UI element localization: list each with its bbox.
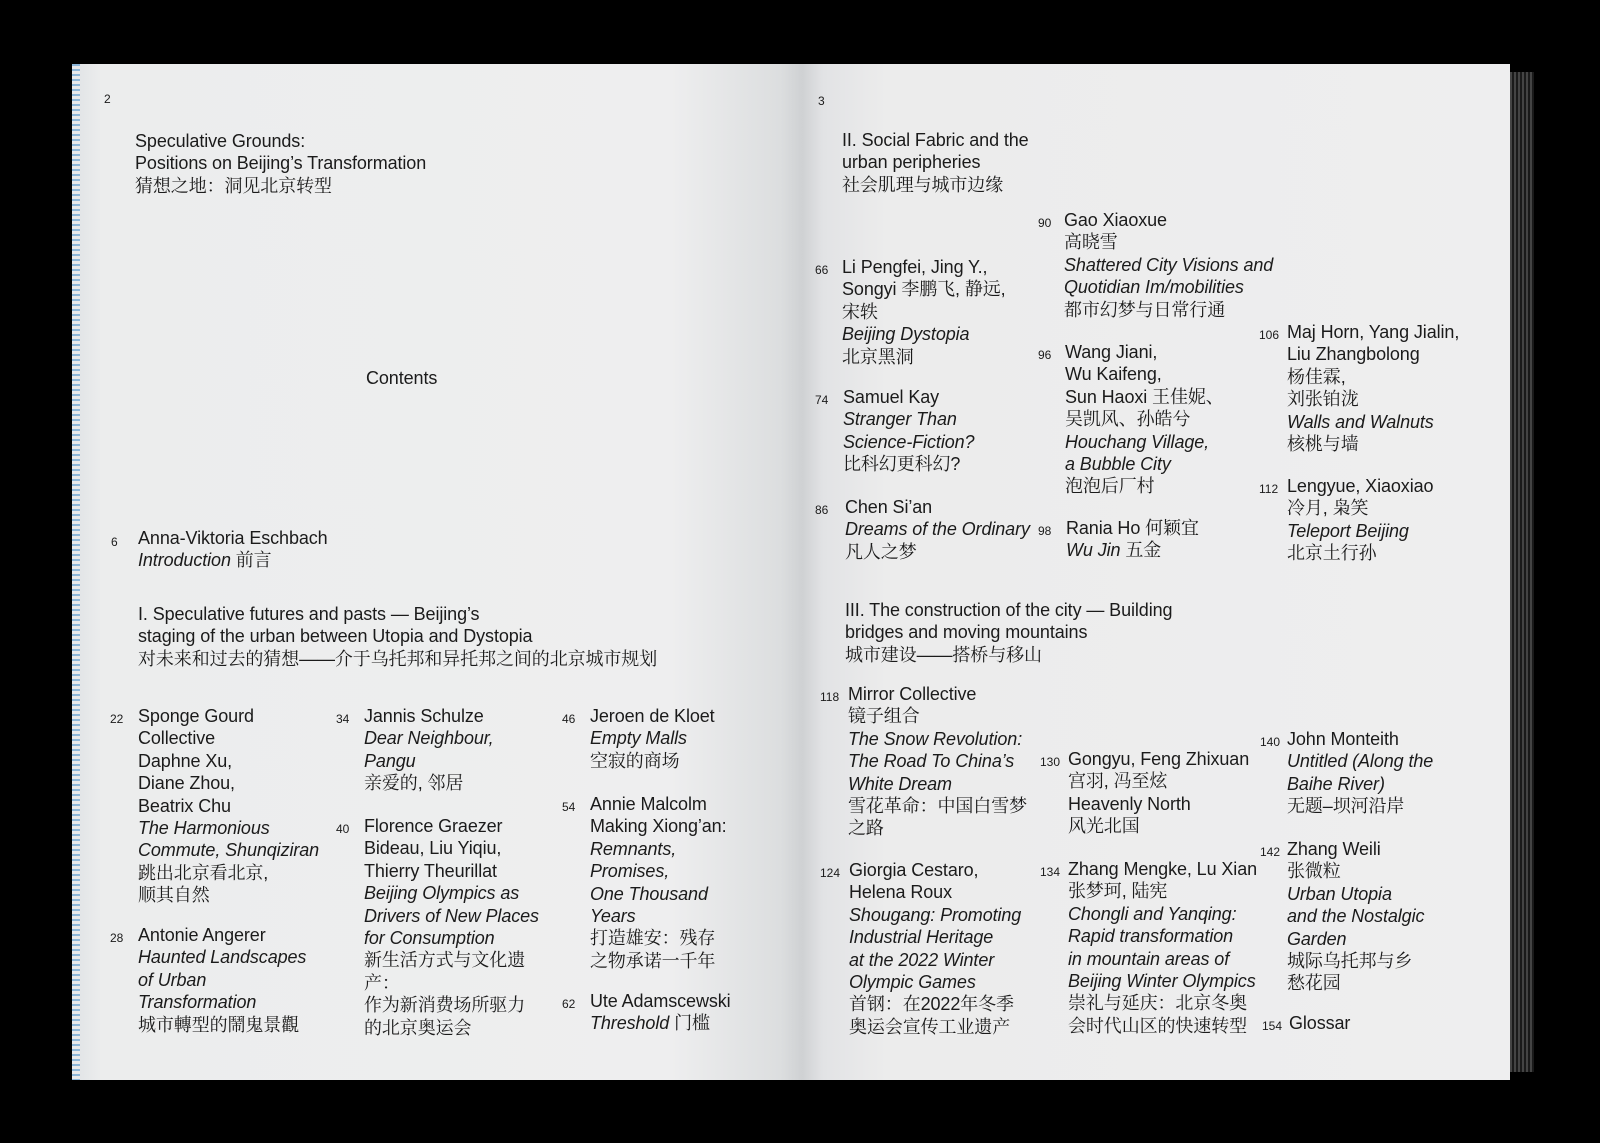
entry-author-line: Gao Xiaoxue xyxy=(1064,210,1167,230)
entry-author-line: Jeroen de Kloet xyxy=(590,706,715,726)
entry-cn-title-line: 比科幻更科幻? xyxy=(843,454,961,475)
toc-entry xyxy=(843,386,974,476)
entry-author-line: 吴凯风、孙皓兮 xyxy=(1065,409,1191,430)
entry-cn-title-line: 北京土行孙 xyxy=(1287,543,1377,564)
entry-page-number: 118 xyxy=(820,690,840,704)
page-number: 2 xyxy=(104,92,111,106)
entry-author-line: 高晓雪 xyxy=(1064,232,1118,253)
entry-page-number: 124 xyxy=(820,866,841,880)
entry-author-line: Beatrix Chu xyxy=(138,795,231,816)
entry-author-line: Zhang Mengke, Lu Xian xyxy=(1068,859,1258,879)
toc-entry xyxy=(1068,858,1257,1037)
entry-author-line: Liu Zhangbolong xyxy=(1287,344,1420,365)
entry-title-line: Promises, xyxy=(590,861,670,882)
entry-title-line: Beijing Olympics as xyxy=(364,883,520,904)
entry-author-line: Making Xiong’an: xyxy=(590,816,727,837)
entry-cn-title-line: 顺其自然 xyxy=(138,885,210,906)
entry-page-number: 74 xyxy=(815,393,829,407)
toc-entry xyxy=(842,256,1006,368)
entry-author-line: Antonie Angerer xyxy=(138,925,266,945)
toc-entry xyxy=(1064,209,1273,321)
entry-title-line: Garden xyxy=(1287,928,1347,949)
entry-page-number: 86 xyxy=(815,503,829,517)
page-edge-stripes xyxy=(72,64,80,1080)
entry-title-line: Dreams of the Ordinary xyxy=(845,519,1030,540)
entry-cn-title-line: 城市轉型的鬧鬼景觀 xyxy=(138,1014,300,1035)
entry-title-line: Chongli and Yanqing: xyxy=(1068,903,1237,924)
entry-title-line: Pangu xyxy=(364,750,416,771)
entry-page-number: 98 xyxy=(1038,524,1052,538)
entry-cn-title-line: 会时代山区的快速转型 xyxy=(1068,1015,1247,1036)
entry-title-line: The Harmonious xyxy=(138,818,270,839)
entry-cn-title-line: 之路 xyxy=(848,818,884,839)
entry-author-line: Daphne Xu, xyxy=(138,750,233,771)
entry-title-line: One Thousand xyxy=(590,883,708,904)
entry-author-line: Wu Kaifeng, xyxy=(1065,364,1162,385)
toc-entry xyxy=(364,705,494,795)
entry-author-line: Lengyue, Xiaoxiao xyxy=(1287,476,1434,496)
entry-page-number: 130 xyxy=(1040,755,1061,769)
entry-title-line: Olympic Games xyxy=(849,972,976,993)
entry-author-line: John Monteith xyxy=(1287,729,1399,749)
entry-author-line: Heavenly North xyxy=(1068,793,1191,814)
entry-cn-title-line: 新生活方式与文化遗 xyxy=(364,950,526,971)
entry-title-line: at the 2022 Winter xyxy=(849,949,995,970)
entry-author-line: 宫羽, 冯至炫 xyxy=(1068,771,1168,792)
section-heading-2: II. Social Fabric and the urban peripheries 社会肌理与城市边缘 xyxy=(842,130,1029,195)
toc-entry xyxy=(849,859,1021,1038)
toc-entry xyxy=(1287,475,1433,565)
entry-cn-title-line: 跳出北京看北京, xyxy=(138,862,269,883)
entry-cn-title-line: 核桃与墙 xyxy=(1287,434,1359,455)
entry-author-line: Maj Horn, Yang Jialin, xyxy=(1287,322,1460,342)
entry-page-number: 96 xyxy=(1038,348,1052,362)
entry-author-line: 冷月, 枭笑 xyxy=(1287,498,1369,519)
toc-entry xyxy=(138,924,306,1036)
entry-title-line: Beijing Winter Olympics xyxy=(1068,971,1256,992)
entry-cn-title-line: 都市幻梦与日常行通 xyxy=(1064,299,1226,320)
toc-entry xyxy=(1287,321,1459,455)
entry-page-number: 40 xyxy=(336,822,350,836)
entry-cn-title-line: 雪花革命：中国白雪梦 xyxy=(848,796,1027,817)
entry-page-number: 28 xyxy=(110,931,124,945)
entry-title-line: for Consumption xyxy=(364,928,495,949)
entry-cn-title-line: 愁花园 xyxy=(1287,973,1341,994)
entry-author-line: Florence Graezer xyxy=(364,816,503,836)
entry-author-line: Samuel Kay xyxy=(843,387,940,407)
entry-cn-title-line: 首钢：在2022年冬季 xyxy=(849,994,1014,1015)
entry-page-number: 46 xyxy=(562,712,576,726)
entry-cn-title-line: 崇礼与延庆：北京冬奥 xyxy=(1068,993,1247,1014)
entry-author-line: Helena Roux xyxy=(849,882,952,903)
entry-author-line: Songyi 李鹏飞, 静远, xyxy=(842,279,1006,300)
entry-cn-title-line: 空寂的商场 xyxy=(590,750,680,771)
entry-title-line: Walls and Walnuts xyxy=(1287,411,1434,432)
entry-author-line: Thierry Theurillat xyxy=(364,860,497,881)
entry-author-line: Jannis Schulze xyxy=(364,706,484,726)
entry-page-number: 134 xyxy=(1040,865,1061,879)
entry-title-line: White Dream xyxy=(848,773,952,794)
entry-page-number: 112 xyxy=(1259,482,1279,496)
entry-title-line: Shougang: Promoting xyxy=(849,904,1022,925)
toc-entry xyxy=(138,705,319,907)
entry-author-line: Bideau, Liu Yiqiu, xyxy=(364,838,502,859)
entry-title-line: a Bubble City xyxy=(1065,454,1171,475)
page-number: 3 xyxy=(818,94,825,108)
toc-entry-98: Rania Ho 何颖宜 Wu Jin 五金 xyxy=(1066,518,1199,561)
entry-cn-title-line: 打造雄安：残存 xyxy=(590,928,716,949)
entry-cn-title-line: 凡人之梦 xyxy=(845,541,917,562)
toc-entry xyxy=(1287,838,1424,995)
toc-entry-intro: Anna-Viktoria Eschbach Introduction 前言 xyxy=(138,528,328,571)
entry-cn-title-line: 作为新消费场所驱力 xyxy=(364,995,526,1016)
entry-page-number: 106 xyxy=(1259,328,1280,342)
section-heading-3: III. The construction of the city — Building bridges and moving mountains 城市建设——搭桥与移山 xyxy=(845,600,1173,665)
entry-page-number: 66 xyxy=(815,263,829,277)
entry-cn-title-line: 城际乌托邦与乡 xyxy=(1287,951,1413,972)
entry-author-line: Collective xyxy=(138,728,216,749)
entry-page-number: 142 xyxy=(1260,845,1281,859)
book-fore-edge xyxy=(1510,72,1534,1072)
entry-cn-title-line: 泡泡后厂村 xyxy=(1065,476,1155,497)
entry-title-line: The Snow Revolution: xyxy=(848,728,1023,749)
entry-author-line: Sun Haoxi 王佳妮、 xyxy=(1065,386,1224,407)
entry-author-line: 宋轶 xyxy=(842,301,878,322)
entry-page-number: 62 xyxy=(562,997,576,1011)
toc-entry xyxy=(1065,341,1224,498)
entry-title-line: Beijing Dystopia xyxy=(842,324,970,345)
entry-title-line: Dear Neighbour, xyxy=(364,728,494,749)
entry-cn-title-line: 无题–坝河沿岸 xyxy=(1287,796,1405,817)
entry-author-line: Wang Jiani, xyxy=(1065,342,1158,362)
entry-title-line: Stranger Than xyxy=(843,409,957,430)
entry-author-line: 杨佳霖, xyxy=(1287,366,1346,387)
entry-author-line: Sponge Gourd xyxy=(138,706,254,726)
entry-author-line: Gongyu, Feng Zhixuan xyxy=(1068,749,1250,769)
section-heading-1: I. Speculative futures and pasts — Beijing’s staging of the urban between Utopia and Dystopia 对未来和过去的猜想——介于乌托邦和异托邦之间的北京城市规划 xyxy=(138,604,658,669)
entry-author-line: 张微粒 xyxy=(1287,861,1341,882)
entry-author-line: Annie Malcolm xyxy=(590,794,707,814)
toc-entry xyxy=(590,705,715,772)
entry-author-line: Chen Si’an xyxy=(845,497,933,517)
entry-author-line: Zhang Weili xyxy=(1287,839,1381,859)
entry-title-line: of Urban xyxy=(138,969,207,990)
toc-entry xyxy=(848,683,1027,840)
entry-title-line: Baihe River) xyxy=(1287,773,1385,794)
entry-title-line: Remnants, xyxy=(590,838,677,859)
entry-author-line: Glossar xyxy=(1289,1013,1351,1033)
entry-cn-title-line: 奥运会宣传工业遗产 xyxy=(849,1016,1011,1037)
entry-title-line: Years xyxy=(590,906,636,927)
entry-page-number: 34 xyxy=(336,712,350,726)
entry-author-line: Mirror Collective xyxy=(848,684,977,704)
entry-page-number: 54 xyxy=(562,800,576,814)
entry-cn-title-line: 北京黑洞 xyxy=(842,346,914,367)
entry-author-line: 刘张铂泷 xyxy=(1287,389,1359,410)
entry-title-line: Houchang Village, xyxy=(1065,431,1210,452)
toc-entry xyxy=(590,793,727,972)
entry-title-line: in mountain areas of xyxy=(1068,948,1230,969)
entry-page-number: 6 xyxy=(111,535,118,549)
entry-cn-title-line: 亲爱的, 邻居 xyxy=(364,773,464,794)
entry-cn-title-line: 之物承诺一千年 xyxy=(590,950,716,971)
entry-author-line: Li Pengfei, Jing Y., xyxy=(842,257,988,277)
entry-title-line: Commute, Shunqiziran xyxy=(138,840,320,861)
entry-page-number: 154 xyxy=(1262,1019,1283,1033)
entry-author-line: 张梦珂, 陆宪 xyxy=(1068,881,1168,902)
entry-title-line: Science-Fiction? xyxy=(843,431,975,452)
entry-title-line: Teleport Beijing xyxy=(1287,520,1409,541)
toc-entry-62: Ute Adamscewski Threshold 门槛 xyxy=(590,991,731,1034)
entry-page-number: 22 xyxy=(110,712,124,726)
entry-page-number: 90 xyxy=(1038,216,1052,230)
toc-entry xyxy=(845,496,1030,563)
entry-title-line: Urban Utopia xyxy=(1287,883,1392,904)
entry-title-line: Rapid transformation xyxy=(1068,926,1234,947)
contents-heading: Contents xyxy=(366,368,438,388)
entry-cn-title-line: 的北京奥运会 xyxy=(364,1017,472,1038)
entry-title-line: Empty Malls xyxy=(590,728,687,749)
entry-title-line: Transformation xyxy=(138,992,257,1013)
book-title: Speculative Grounds: Positions on Beijing’s Transformation 猜想之地：洞见北京转型 xyxy=(135,131,427,196)
entry-page-number: 140 xyxy=(1260,735,1281,749)
toc-entry xyxy=(1289,1012,1350,1034)
entry-title-line: Shattered City Visions and xyxy=(1064,254,1274,275)
toc-entry xyxy=(1287,728,1433,818)
entry-title-line: Drivers of New Places xyxy=(364,905,539,926)
entry-author-line: 镜子组合 xyxy=(848,706,920,727)
toc-entry xyxy=(364,815,539,1039)
entry-author-line: 风光北国 xyxy=(1068,816,1140,837)
entry-title-line: The Road To China’s xyxy=(848,751,1015,772)
entry-title-line: Quotidian Im/mobilities xyxy=(1064,277,1244,298)
entry-title-line: Industrial Heritage xyxy=(849,927,994,948)
entry-cn-title-line: 产： xyxy=(364,972,400,993)
entry-title-line: Haunted Landscapes xyxy=(138,947,307,968)
toc-entry xyxy=(1068,748,1249,838)
entry-author-line: Diane Zhou, xyxy=(138,773,235,794)
entry-title-line: Untitled (Along the xyxy=(1287,751,1434,772)
entry-title-line: and the Nostalgic xyxy=(1287,906,1425,927)
entry-author-line: Giorgia Cestaro, xyxy=(849,860,979,880)
